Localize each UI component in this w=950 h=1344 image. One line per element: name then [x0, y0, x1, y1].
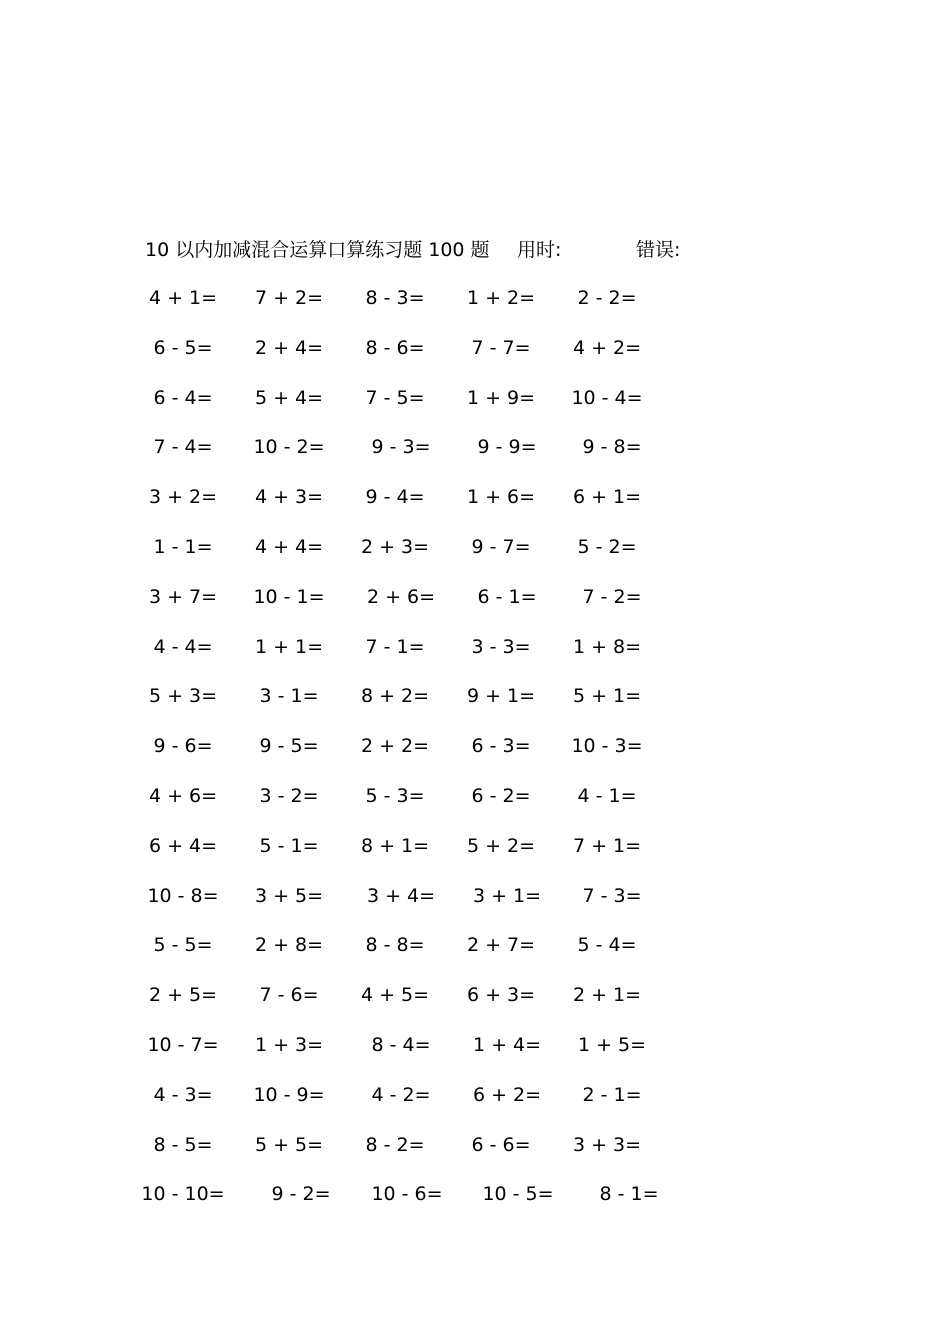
problem-item: 9 - 6=	[153, 735, 213, 758]
problem-item: 1 + 5=	[577, 1033, 647, 1056]
problem-item: 5 + 1=	[572, 685, 642, 708]
problem-item: 2 + 5=	[148, 984, 218, 1007]
problem-item: 4 + 6=	[148, 784, 218, 807]
problem-item: 7 - 7=	[471, 336, 531, 359]
problem-item: 5 - 3=	[365, 784, 425, 807]
problem-item: 8 - 5=	[153, 1133, 213, 1156]
problem-item: 4 + 5=	[360, 984, 430, 1007]
problem-item: 8 - 3=	[365, 287, 425, 309]
problem-row	[125, 533, 685, 583]
problem-item: 6 + 4=	[148, 834, 218, 857]
problem-item: 6 - 3=	[471, 735, 531, 758]
problem-item: 5 - 2=	[577, 535, 637, 558]
problem-item: 1 - 1=	[153, 535, 213, 558]
problem-item: 2 + 4=	[254, 336, 324, 359]
problem-item: 10 - 5=	[482, 1183, 554, 1206]
problem-item: 3 + 7=	[148, 585, 218, 608]
problem-item: 5 + 2=	[466, 834, 536, 857]
problem-row	[125, 1081, 685, 1131]
problem-item: 7 - 5=	[365, 386, 425, 409]
problem-item: 1 + 9=	[466, 386, 536, 409]
problem-item: 9 - 4=	[365, 486, 425, 509]
problem-row	[125, 483, 685, 533]
problem-item: 2 - 1=	[582, 1083, 642, 1106]
problem-row	[125, 832, 685, 882]
problem-item: 6 - 2=	[471, 784, 531, 807]
problem-item: 9 + 1=	[466, 685, 536, 708]
problem-item: 3 + 2=	[148, 486, 218, 509]
problem-item: 1 + 8=	[572, 635, 642, 658]
problem-item: 8 + 2=	[360, 685, 430, 708]
problem-item: 9 - 8=	[582, 436, 642, 459]
problem-item: 1 + 4=	[472, 1033, 542, 1056]
problem-item: 2 + 2=	[360, 735, 430, 758]
problem-item: 7 - 6=	[259, 984, 319, 1007]
problem-item: 1 + 1=	[254, 635, 324, 658]
problem-item: 10 - 8=	[147, 884, 219, 907]
problem-item: 7 - 1=	[365, 635, 425, 658]
problem-row	[125, 981, 685, 1031]
problem-item: 4 + 3=	[254, 486, 324, 509]
problem-item: 9 - 5=	[259, 735, 319, 758]
problem-item: 10 - 6=	[371, 1183, 443, 1206]
problem-item: 3 + 4=	[366, 884, 436, 907]
problem-item: 3 - 2=	[259, 784, 319, 807]
problem-item: 9 - 2=	[271, 1183, 331, 1206]
problem-item: 4 - 4=	[153, 635, 213, 658]
problem-item: 6 - 6=	[471, 1133, 531, 1156]
problem-item: 2 + 6=	[366, 585, 436, 608]
problem-item: 8 + 1=	[360, 834, 430, 857]
problem-item: 1 + 6=	[466, 486, 536, 509]
worksheet-title: 10 以内加减混合运算口算练习题 100 题	[145, 239, 490, 261]
problem-item: 3 - 1=	[259, 685, 319, 708]
problem-item: 4 + 1=	[148, 287, 218, 309]
problem-item: 10 - 7=	[147, 1033, 219, 1056]
problem-item: 3 + 3=	[572, 1133, 642, 1156]
problem-item: 1 + 2=	[466, 287, 536, 309]
problem-item: 10 - 3=	[571, 735, 643, 758]
problem-item: 10 - 10=	[141, 1183, 225, 1206]
problem-row	[125, 882, 685, 932]
problem-item: 7 + 2=	[254, 287, 324, 309]
problem-item: 8 - 6=	[365, 336, 425, 359]
problem-item: 3 + 5=	[254, 884, 324, 907]
problem-item: 7 - 2=	[582, 585, 642, 608]
problem-row	[125, 433, 685, 483]
problem-row	[125, 1031, 685, 1081]
problem-item: 9 - 3=	[371, 436, 431, 459]
problem-item: 5 - 5=	[153, 934, 213, 957]
problem-item: 9 - 9=	[477, 436, 537, 459]
problem-item: 6 - 4=	[153, 386, 213, 409]
problem-item: 2 + 1=	[572, 984, 642, 1007]
problem-item: 1 + 3=	[254, 1033, 324, 1056]
problem-item: 8 - 1=	[599, 1183, 659, 1206]
problem-row	[125, 931, 685, 981]
problem-item: 10 - 2=	[253, 436, 325, 459]
problem-item: 9 - 7=	[471, 535, 531, 558]
time-used-label: 用时:	[517, 239, 562, 261]
problem-item: 2 + 3=	[360, 535, 430, 558]
problem-item: 8 - 4=	[371, 1033, 431, 1056]
problem-item: 5 + 5=	[254, 1133, 324, 1156]
problem-item: 6 + 1=	[572, 486, 642, 509]
problem-item: 8 - 8=	[365, 934, 425, 957]
problem-item: 6 + 3=	[466, 984, 536, 1007]
worksheet-header	[145, 236, 745, 264]
problem-row	[125, 782, 685, 832]
problem-item: 2 + 8=	[254, 934, 324, 957]
problem-item: 2 + 7=	[466, 934, 536, 957]
problem-item: 4 + 2=	[572, 336, 642, 359]
problem-item: 5 - 1=	[259, 834, 319, 857]
problem-item: 7 + 1=	[572, 834, 642, 857]
problem-row	[125, 633, 685, 683]
problem-item: 3 + 1=	[472, 884, 542, 907]
problem-row	[125, 682, 685, 732]
problem-item: 4 + 4=	[254, 535, 324, 558]
problem-item: 4 - 3=	[153, 1083, 213, 1106]
problem-item: 3 - 3=	[471, 635, 531, 658]
problem-item: 8 - 2=	[365, 1133, 425, 1156]
problem-item: 6 + 2=	[472, 1083, 542, 1106]
problem-item: 4 - 2=	[371, 1083, 431, 1106]
problem-row	[125, 1131, 685, 1181]
error-count-label: 错误:	[636, 239, 681, 261]
problem-item: 6 - 5=	[153, 336, 213, 359]
problem-item: 5 + 4=	[254, 386, 324, 409]
problem-item: 2 - 2=	[577, 287, 637, 309]
problem-row	[125, 284, 685, 334]
problem-row	[125, 334, 685, 384]
problem-item: 7 - 4=	[153, 436, 213, 459]
problem-item: 5 - 4=	[577, 934, 637, 957]
problem-row	[125, 732, 685, 782]
problem-item: 5 + 3=	[148, 685, 218, 708]
problem-item: 4 - 1=	[577, 784, 637, 807]
problem-item: 10 - 1=	[253, 585, 325, 608]
problem-row	[125, 384, 685, 434]
problem-item: 10 - 4=	[571, 386, 643, 409]
problem-item: 6 - 1=	[477, 585, 537, 608]
problem-item: 10 - 9=	[253, 1083, 325, 1106]
problem-grid	[125, 284, 685, 1230]
problem-item: 7 - 3=	[582, 884, 642, 907]
problem-row	[125, 1180, 685, 1230]
problem-row	[125, 583, 685, 633]
